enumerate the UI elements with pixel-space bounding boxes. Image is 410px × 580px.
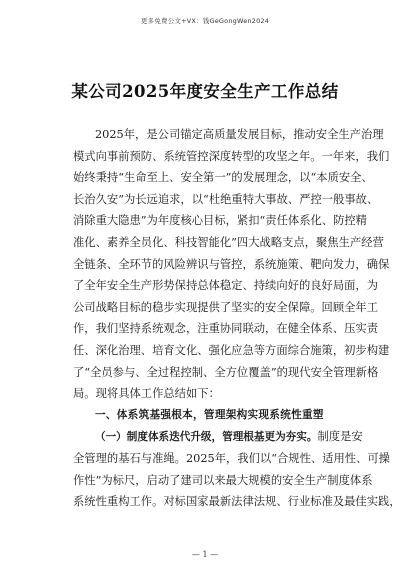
subsection-heading: （一）制度体系迭代升级，管理根基更为夯实。 <box>95 431 318 444</box>
document-title: 某公司2025年度安全生产工作总结 <box>71 82 339 101</box>
paragraph-line: 始终秉持“生命至上、安全第一”的发展理念，以“本质安全、 <box>73 171 373 185</box>
paragraph-line: 局。现将具体工作总结如下： <box>73 387 220 401</box>
paragraph-line: 模式向事前预防、系统管控深度转型的攻坚之年。一年来，我们 <box>73 149 390 163</box>
section-heading: 一、体系筑基强根本，管理架构实现系统性重塑 <box>95 408 324 421</box>
header-note: 更多免费公文+VX：钱GeGongWen2024 <box>140 17 270 25</box>
subsection-text: 制度是安 <box>317 430 363 444</box>
paragraph-line: 任、深化治理、培育文化、强化应急等方面综合施策，初步构建 <box>73 343 390 357</box>
page-number: — 1 — <box>191 550 219 559</box>
paragraph-line: 准化、素养全员化、科技智能化”四大战略支点，聚焦生产经营 <box>73 235 384 249</box>
document-body <box>73 124 401 513</box>
subsection-first-line <box>73 426 363 448</box>
paragraph-line: 2025年，是公司锚定高质量发展目标，推动安全生产治理 <box>95 128 384 141</box>
paragraph-line: 了全年安全生产形势保持总体稳定、持续向好的良好局面，为 <box>73 279 379 293</box>
paragraph-line: 作，我们坚持系统观念，注重协同联动，在健全体系、压实责 <box>73 322 379 336</box>
paragraph-line: 作性”为标尺，启动了建司以来最大规模的安全生产制度体系 <box>73 473 373 487</box>
paragraph-line: 长治久安”为长远追求，以“杜绝重特大事故、严控一般事故、 <box>73 192 379 206</box>
paragraph-line: 消除重大隐患”为年度核心目标，紧扣“责任体系化、防控精 <box>73 214 367 228</box>
paragraph-line: 全链条、全环节的风险辨识与管控，系统施策、靶向发力，确保 <box>73 257 390 271</box>
paragraph-line: 系统性重构工作。对标国家最新法律法规、行业标准及最佳实践， <box>73 495 401 509</box>
paragraph-line: 了“全员参与、全过程控制、全方位覆盖”的现代安全管理新格 <box>73 365 379 379</box>
paragraph-line: 全管理的基石与准绳。2025年，我们以“合规性、适用性、可操 <box>73 451 390 465</box>
paragraph-line: 公司战略目标的稳步实现提供了坚实的安全保障。回顾全年工 <box>73 300 379 314</box>
